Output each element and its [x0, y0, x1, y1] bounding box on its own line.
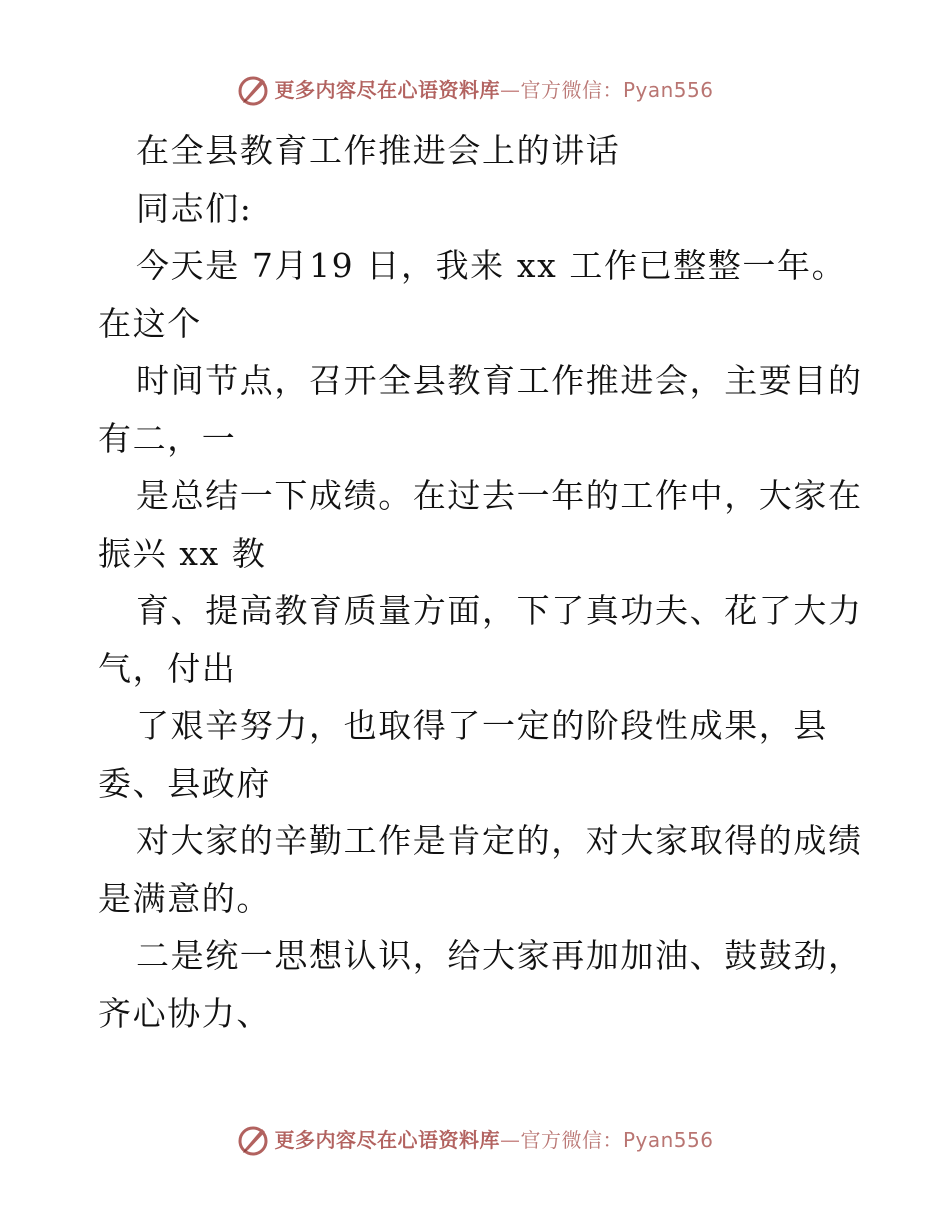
paragraph-line: 是满意的。	[98, 878, 271, 918]
banner-separator: —	[499, 78, 521, 102]
paragraph-line: 委、县政府	[98, 763, 271, 803]
salutation: 同志们:	[136, 188, 253, 228]
paragraph-line: 有二，一	[98, 418, 237, 458]
banner-wechat-text: 官方微信：Pyan556	[520, 1128, 714, 1152]
paragraph-line: 是总结一下成绩。在过去一年的工作中，大家在	[136, 476, 863, 515]
header-banner	[0, 72, 950, 108]
paragraph-line: 对大家的辛勤工作是肯定的，对大家取得的成绩	[136, 821, 863, 860]
quill-pen-logo-icon	[236, 1123, 270, 1157]
banner-main-text: 更多内容尽在心语资料库	[274, 1128, 500, 1152]
footer-banner	[0, 1122, 950, 1158]
banner-main-text: 更多内容尽在心语资料库	[274, 78, 500, 102]
paragraph-line: 今天是 7月19 日，我来 xx 工作已整整一年。	[136, 246, 847, 285]
paragraph-line: 在这个	[98, 303, 202, 343]
banner-text	[274, 72, 713, 108]
document-title: 在全县教育工作推进会上的讲话	[136, 131, 621, 170]
paragraph-line: 时间节点，召开全县教育工作推进会，主要目的	[136, 361, 863, 400]
paragraph-line: 育、提高教育质量方面，下了真功夫、花了大力	[136, 591, 863, 630]
document-body	[98, 122, 863, 1042]
paragraph-line: 了艰辛努力，也取得了一定的阶段性成果，县	[136, 706, 828, 745]
banner-wechat-text: 官方微信：Pyan556	[520, 78, 714, 102]
paragraph-line: 二是统一思想认识，给大家再加加油、鼓鼓劲，	[136, 936, 863, 975]
paragraph-line: 齐心协力、	[98, 993, 271, 1033]
banner-separator: —	[499, 1128, 521, 1152]
banner-text	[274, 1122, 713, 1158]
quill-pen-logo-icon	[236, 73, 270, 107]
paragraph-line: 振兴 xx 教	[98, 533, 267, 573]
paragraph-line: 气，付出	[98, 648, 237, 688]
